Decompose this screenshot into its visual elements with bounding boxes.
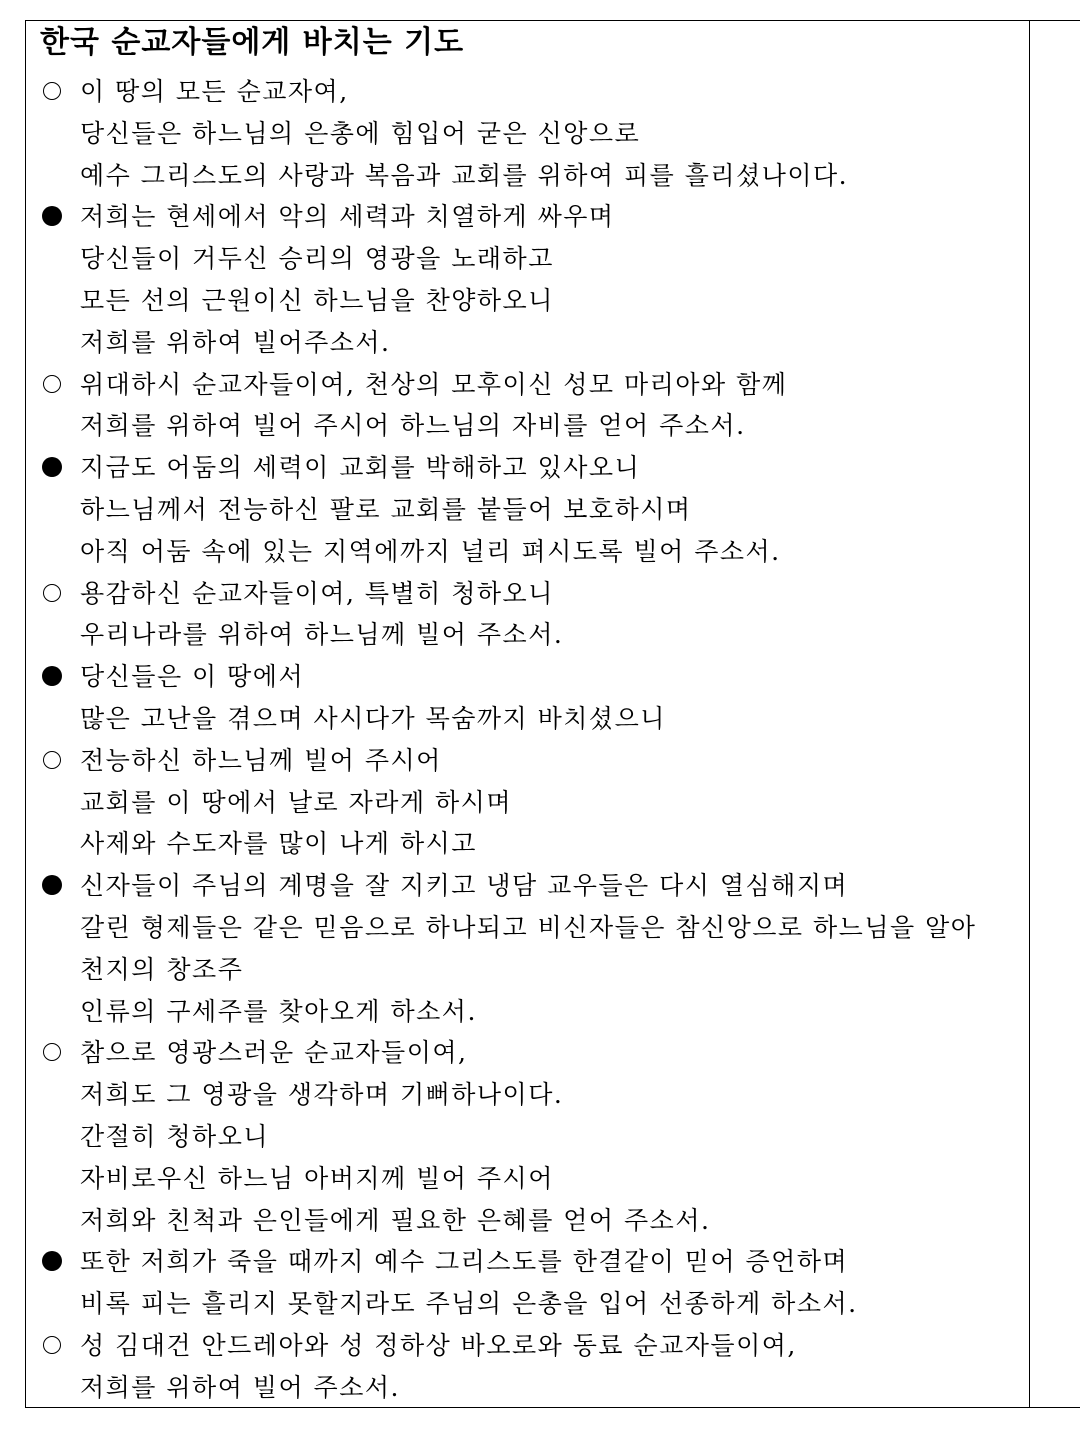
open-circle-icon (40, 573, 70, 615)
prayer-line (26, 71, 1029, 113)
prayer-line (26, 113, 1029, 155)
prayer-title: 한국 순교자들에게 바치는 기도 (40, 25, 465, 60)
filled-circle-icon (40, 865, 70, 907)
prayer-line-text: 저희와 친척과 은인들에게 필요한 은혜를 얻어 주소서. (80, 1205, 711, 1235)
prayer-line-text: 전능하신 하느님께 빌어 주시어 (80, 745, 442, 775)
prayer-line-text: 지금도 어둠의 세력이 교회를 박해하고 있사오니 (80, 453, 641, 483)
filled-circle-icon (40, 196, 70, 238)
prayer-line-text: 모든 선의 근원이신 하느님을 찬양하오니 (80, 285, 554, 315)
prayer-line-text: 당신들은 하느님의 은총에 힘입어 굳은 신앙으로 (80, 118, 641, 148)
prayer-line-text: 비록 피는 흘리지 못할지라도 주님의 은총을 입어 선종하게 하소서. (80, 1289, 858, 1319)
prayer-line (26, 991, 1029, 1033)
prayer-line-text: 저희를 위하여 빌어 주소서. (80, 1372, 400, 1402)
prayer-line (26, 280, 1029, 322)
prayer-line (26, 907, 1029, 949)
prayer-line-text: 자비로우신 하느님 아버지께 빌어 주시어 (80, 1163, 554, 1193)
prayer-line (26, 573, 1029, 615)
prayer-line (26, 155, 1029, 197)
prayer-line-text: 아직 어둠 속에 있는 지역에까지 널리 펴시도록 빌어 주소서. (80, 536, 781, 566)
prayer-line-text: 위대하시 순교자들이여, 천상의 모후이신 성모 마리아와 함께 (80, 369, 788, 399)
prayer-line (26, 740, 1029, 782)
open-circle-icon (40, 364, 70, 406)
prayer-line-text: 저희를 위하여 빌어주소서. (80, 327, 391, 357)
prayer-line (26, 865, 1029, 907)
prayer-line (26, 447, 1029, 489)
prayer-line (26, 1200, 1029, 1242)
prayer-line (26, 364, 1029, 406)
prayer-line-text: 신자들이 주님의 계명을 잘 지키고 냉담 교우들은 다시 열심해지며 (80, 871, 849, 901)
prayer-line-text: 많은 고난을 겪으며 사시다가 목숨까지 바치셨으니 (80, 703, 666, 733)
prayer-line-text: 교회를 이 땅에서 날로 자라게 하시며 (80, 787, 512, 817)
prayer-line (26, 1074, 1029, 1116)
prayer-line-text: 이 땅의 모든 순교자여, (80, 77, 349, 106)
prayer-line-text: 저희도 그 영광을 생각하며 기뻐하나이다. (80, 1080, 564, 1110)
prayer-line-text: 참으로 영광스러운 순교자들이여, (80, 1038, 468, 1068)
prayer-line (26, 322, 1029, 364)
prayer-line-text: 성 김대건 안드레아와 성 정하상 바오로와 동료 순교자들이여, (80, 1330, 797, 1360)
prayer-line-text: 예수 그리스도의 사랑과 복음과 교회를 위하여 피를 흘리셨나이다. (80, 160, 849, 190)
prayer-line-text: 당신들은 이 땅에서 (80, 662, 305, 692)
prayer-line-text: 천지의 창조주 (80, 954, 244, 984)
prayer-table (25, 20, 1080, 1408)
prayer-line-text: 하느님께서 전능하신 팔로 교회를 붙들어 보호하시며 (80, 494, 692, 524)
filled-circle-icon (40, 656, 70, 698)
prayer-line (26, 405, 1029, 447)
filled-circle-icon (40, 1241, 70, 1283)
prayer-line (26, 196, 1029, 238)
prayer-line (26, 656, 1029, 698)
prayer-line (26, 1158, 1029, 1200)
prayer-line-text: 용감하신 순교자들이여, 특별히 청하오니 (80, 578, 554, 608)
prayer-line-text: 사제와 수도자를 많이 나게 하시고 (80, 829, 477, 859)
prayer-line (26, 823, 1029, 865)
prayer-line-text: 간절히 청하오니 (80, 1121, 269, 1151)
open-circle-icon (40, 740, 70, 782)
prayer-line-text: 저희는 현세에서 악의 세력과 치열하게 싸우며 (80, 202, 615, 232)
prayer-line (26, 489, 1029, 531)
prayer-line (26, 1241, 1029, 1283)
prayer-line (26, 238, 1029, 280)
prayer-lines (26, 71, 1029, 1409)
prayer-line (26, 614, 1029, 656)
open-circle-icon (40, 1325, 70, 1367)
prayer-line (26, 782, 1029, 824)
prayer-line (26, 1283, 1029, 1325)
prayer-line-text: 인류의 구세주를 찾아오게 하소서. (80, 996, 477, 1026)
open-circle-icon (40, 71, 70, 113)
prayer-line (26, 1032, 1029, 1074)
prayer-line-text: 또한 저희가 죽을 때까지 예수 그리스도를 한결같이 믿어 증언하며 (80, 1247, 849, 1277)
prayer-line-text: 저희를 위하여 빌어 주시어 하느님의 자비를 얻어 주소서. (80, 411, 746, 441)
prayer-line (26, 1325, 1029, 1367)
column-divider (1029, 21, 1030, 1407)
filled-circle-icon (40, 447, 70, 489)
prayer-line-text: 갈린 형제들은 같은 믿음으로 하나되고 비신자들은 참신앙으로 하느님을 알아 (80, 912, 977, 942)
prayer-line-text: 우리나라를 위하여 하느님께 빌어 주소서. (80, 620, 564, 650)
prayer-line (26, 949, 1029, 991)
prayer-line (26, 1367, 1029, 1409)
prayer-line (26, 698, 1029, 740)
open-circle-icon (40, 1032, 70, 1074)
prayer-line (26, 531, 1029, 573)
prayer-line-text: 당신들이 거두신 승리의 영광을 노래하고 (80, 244, 554, 274)
prayer-line (26, 1116, 1029, 1158)
